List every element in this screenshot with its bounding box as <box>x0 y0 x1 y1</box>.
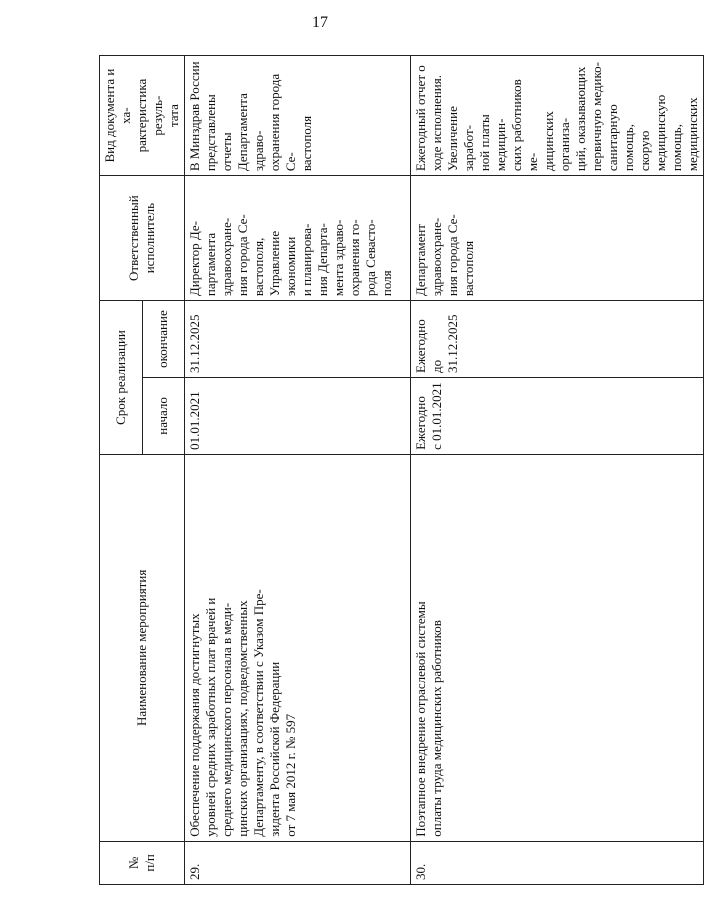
table-row <box>185 56 411 885</box>
table-row <box>411 56 704 885</box>
header-doc: Вид документа и ха- рактеристика резуль- тата <box>100 56 185 176</box>
row-start: 01.01.2021 <box>185 378 411 455</box>
row-num: 30. <box>411 841 704 884</box>
row-doc: Ежегодный отчет о ходе исполнения. Увеличение заработ- ной платы медицин- ских работников ме- дицинских организа- ций, оказывающих первичную медико- санитарную помощь, скорую медицинскую помощь, медицинских <box>411 56 704 176</box>
row-responsible: Департамент здравоохране- ния города Се- вастополя <box>411 176 704 301</box>
activities-table <box>99 55 704 885</box>
row-num: 29. <box>185 841 411 884</box>
row-end: 31.12.2025 <box>185 301 411 378</box>
header-responsible: Ответственный исполнитель <box>100 176 185 301</box>
row-doc: В Минздрав России представлены отчеты Департамента здраво- охранения города Се- вастополя <box>185 56 411 176</box>
row-name: Обеспечение поддержания достигнутых уровней средних заработных плат врачей и среднего медицинского персонала в меди- цинских организациях, подведомственных Департаменту, в соответствии с Указом Пре- зидента Российской Федерации от 7 мая 2012 г. № 597 <box>185 454 411 841</box>
header-name: Наименование мероприятия <box>100 454 185 841</box>
header-start: начало <box>142 378 185 455</box>
row-end: Ежегодно до 31.12.2025 <box>411 301 704 378</box>
page-number: 17 <box>312 14 328 31</box>
header-end: окончание <box>142 301 185 378</box>
rotated-table-container <box>99 55 700 885</box>
row-start: Ежегодно с 01.01.2021 <box>411 378 704 455</box>
header-row <box>100 56 143 885</box>
header-num: № п/п <box>100 841 185 884</box>
row-name: Поэтапное внедрение отраслевой системы оплаты труда медицинских работников <box>411 454 704 841</box>
row-responsible: Директор Де- партамента здравоохране- ния города Се- вастополя, Управление экономики и планирова- ния Департа- мента здраво- охранения го- рода Севасто- поля <box>185 176 411 301</box>
header-term: Срок реализации <box>100 301 143 455</box>
